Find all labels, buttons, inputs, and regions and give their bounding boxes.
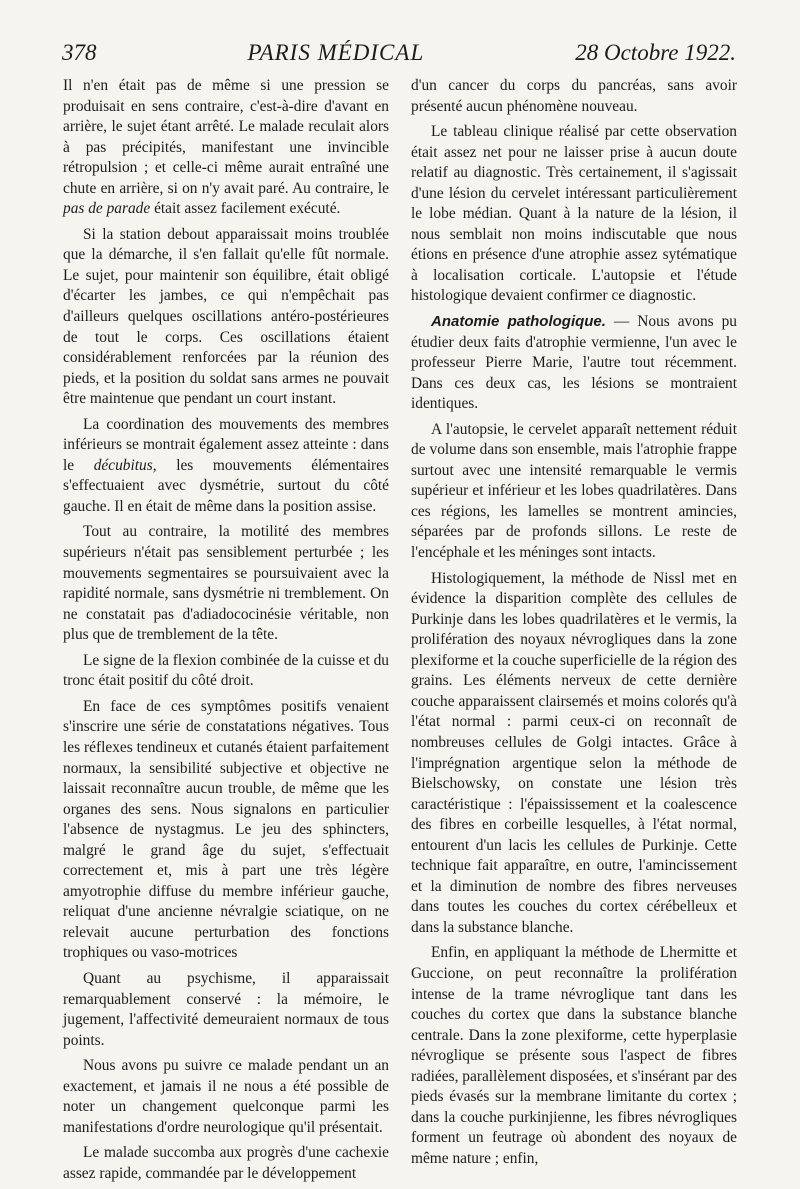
paragraph: Le tableau clinique réalisé par cette observation était assez net pour ne laisser prise à aucun doute relatif au diagnostic. Très certainement, il s'agissait d'une lésion du cervelet intéressant particulièrement le lobe médian. Quant à la nature de la lésion, il nous semblait non moins indiscutable que nous étions en présence d'une atrophie assez sytématique à localisation corticale. L'autopsie et l'étude histologique devaient confirmer ce diagnostic. (411, 123, 737, 305)
right-column (411, 76, 737, 1174)
paragraph-text: les mouvements élémentaires s'effectuaient avec dysmétrie, surtout du côté gauche. Il en était de même dans la position assise. (63, 456, 389, 515)
journal-title: PARIS MÉDICAL (247, 40, 425, 65)
paragraph: Le malade succomba aux progrès d'une cachexie assez rapide, commandée par le développement (63, 1144, 389, 1182)
paragraph-text: Il n'en était pas de même si une pression se produisait en sens contraire, c'est-à-dire d'avant en arrière, le sujet étant arrêté. Le malade reculait alors à pas précipités, manifestant une invincible rétropulsion ; et celle-ci même aurait entraîné une chute en arrière, si on n'y avait paré. Au contraire, le (63, 77, 389, 197)
left-column (63, 76, 389, 1189)
section-heading: Anatomie pathologique. (431, 313, 606, 331)
paragraph (63, 76, 389, 220)
paragraph: Tout au contraire, la motilité des membres supérieurs n'était pas sensiblement perturbée ; les mouvements segmentaires se poursuivaient avec la rapidité normale, sans dysmétrie ni tremblement. On ne constatait pas d'adiadococinésie véritable, non plus que de tremblement de la tête. (63, 523, 389, 644)
emphasis: pas de parade (63, 200, 151, 218)
paragraph (411, 312, 737, 415)
running-header (62, 40, 736, 72)
paragraph-text: La coordination des mouvements des membres inférieurs se montrait également assez atteinte : dans le (63, 415, 389, 474)
paragraph: A l'autopsie, le cervelet apparaît nettement réduit de volume dans son ensemble, mais l'atrophie frappe surtout avec une intensité remarquable le vermis supérieur et inférieur et les lobes quadrilatères. Dans ces régions, les lamelles se montrent amincies, séparées par de profonds sillons. Le reste de l'encéphale et les méninges sont intacts. (411, 420, 737, 562)
paragraph: En face de ces symptômes positifs venaient s'inscrire une série de constatations négatives. Tous les réflexes tendineux et cutanés étaient parfaitement normaux, la sensibilité subjective et objective ne laissait reconnaître aucun trouble, de même que les organes des sens. Nous signalons en particulier l'absence de nystagmus. Le jeu des sphincters, malgré le grand âge du sujet, s'effectuait correctement et, mis à part une très légère amyotrophie diffuse du membre inférieur gauche, reliquat d'une ancienne névralgie sciatique, on ne relevait aucune perturbation des fonctions trophiques ou vaso-motrices (63, 697, 389, 962)
paragraph: d'un cancer du corps du pancréas, sans avoir présenté aucun phénomène nouveau. (411, 77, 737, 115)
paragraph: Enfin, en appliquant la méthode de Lhermitte et Guccione, on peut reconnaître la prolifération intense de la trame névroglique tant dans les couches du cortex que dans la substance blanche centrale. Dans la zone plexiforme, cette hyperplasie névroglique se présente sous l'aspect de fibres radiées, parallèlement disposées, et s'insérant par des pieds évasés sur la membrane limitante du cortex ; dans la couche purkinjienne, les fibres névrogliques forment un feutrage où abondent des noyaux de même nature ; enfin, (411, 944, 737, 1167)
page-number: 378 (62, 40, 97, 65)
paragraph-text: était assez facilement exécuté. (154, 200, 341, 218)
paragraph: Histologiquement, la méthode de Nissl met en évidence la disparition complète des cellules de Purkinje dans les lobes quadrilatères et le vermis, la prolifération des noyaux névrogliques dans la zone plexiforme et la couche superficielle de la région des grains. Les éléments nerveux de cette dernière couche apparaissent clairsemés et moins colorés qu'à l'état normal : parmi ceux-ci on reconnaît de nombreuses cellules de Golgi intactes. Grâce à l'imprégnation argentique selon la méthode de Bielschowsky, on constate une lésion très caractéristique : l'épaississement et la coalescence des fibres en corbeille lesquelles, à l'état normal, entourent d'un lacis les cellules de Purkinje. Cette technique fait apparaître, en outre, l'amincissement et la diminution de nombre des fibres nerveuses dans toutes les couches du cortex cérébelleux et dans la substance blanche. (411, 569, 737, 936)
paragraph: Nous avons pu suivre ce malade pendant un an exactement, et jamais il ne nous a été possible de noter un changement quelconque parmi les manifestations d'ordre neurologique qu'il présentait. (63, 1057, 389, 1136)
paragraph-text: — Nous avons pu étudier deux faits d'atrophie vermienne, l'un avec le professeur Pierre Marie, l'autre tout récemment. Dans ces deux cas, les lésions se montraient identiques. (411, 313, 737, 413)
issue-date: 28 Octobre 1922. (575, 40, 736, 65)
paragraph: Si la station debout apparaissait moins troublée que la démarche, il s'en fallait qu'elle fût normale. Le sujet, pour maintenir son équilibre, était obligé d'écarter les jambes, ce qui n'empêchait pas d'ailleurs quelques oscillations antéro-postérieures de tout le corps. Ces oscillations étaient considérablement renforcées par la réunion des pieds, et la position du soldat sans armes ne pouvait être maintenue que pendant un court instant. (63, 225, 389, 408)
paragraph: Le signe de la flexion combinée de la cuisse et du tronc était positif du côté droit. (63, 651, 389, 690)
paragraph: Quant au psychisme, il apparaissait remarquablement conservé : la mémoire, le jugement, l'affectivité demeuraient normaux de tous points. (63, 969, 389, 1049)
emphasis: décubitus, (93, 456, 157, 474)
paragraph (63, 415, 389, 518)
